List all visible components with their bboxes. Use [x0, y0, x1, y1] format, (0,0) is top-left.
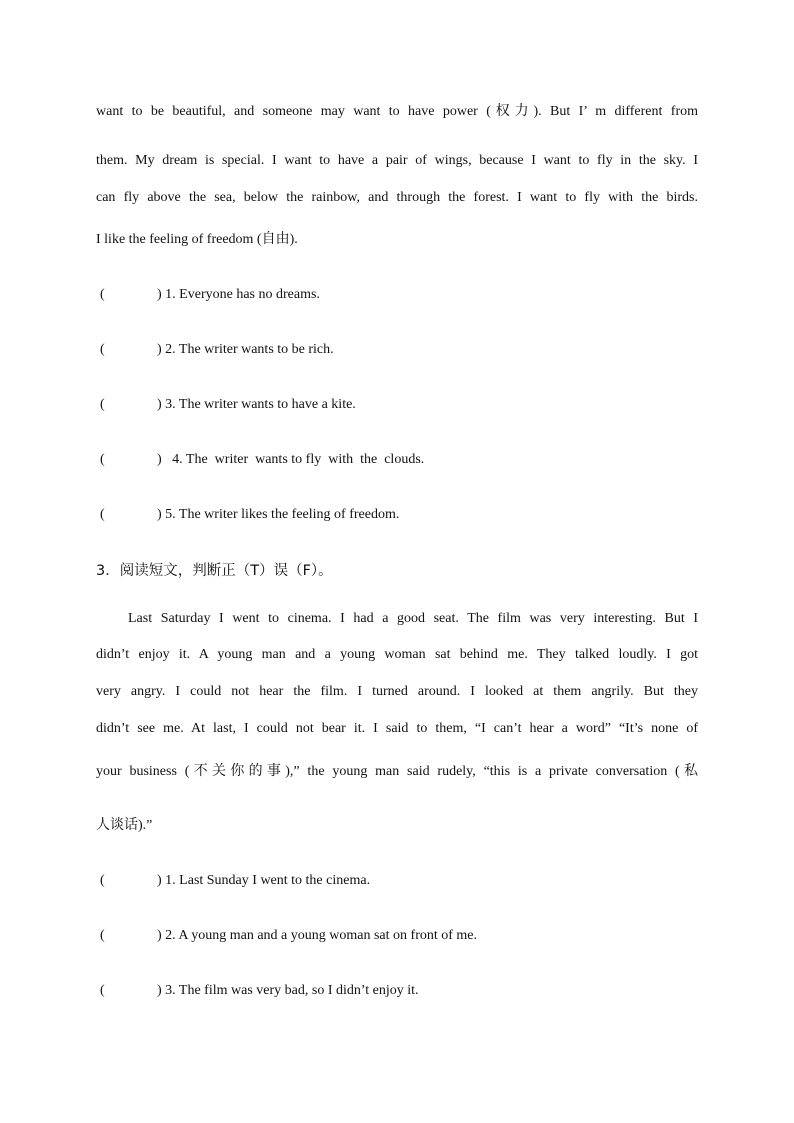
question-item [100, 396, 356, 414]
answer-paren-close: ) [157, 983, 162, 998]
question-item [100, 872, 370, 890]
passage2-line: didn’t enjoy it. A young man and a young woman sat behind me. They talked loudly. I got [96, 647, 698, 662]
answer-paren-open: ( [100, 928, 105, 943]
question-text: 1. Last Sunday I went to the cinema. [165, 873, 371, 888]
question-item [100, 451, 424, 469]
question-item [100, 286, 320, 304]
answer-paren-open: ( [100, 983, 105, 998]
passage1-line: can fly above the sea, below the rainbow, and through the forest. I want to fly with the birds. [96, 190, 698, 205]
answer-paren-open: ( [100, 342, 105, 357]
passage2-line: your business (不关你的事),” the young man said rudely, “this is a private conversation (私 [96, 764, 698, 779]
answer-paren-open: ( [100, 287, 105, 302]
question-item [100, 506, 399, 524]
question-text: 3. The film was very bad, so I didn’t enjoy it. [165, 983, 419, 998]
passage1-line: I like the feeling of freedom (自由). [96, 232, 298, 247]
answer-paren-open: ( [100, 507, 105, 522]
passage2-line: Last Saturday I went to cinema. I had a good seat. The film was very interesting. But I [128, 611, 698, 626]
answer-paren-close: ) [157, 342, 162, 357]
question-text: 2. The writer wants to be rich. [165, 342, 334, 357]
answer-paren-open: ( [100, 873, 105, 888]
passage2-line: 人谈话).” [96, 818, 153, 833]
answer-paren-close: ) [157, 287, 162, 302]
question-text: 1. Everyone has no dreams. [165, 287, 320, 302]
answer-paren-close: ) [157, 928, 162, 943]
passage1-line: want to be beautiful, and someone may want to have power (权力). But I’ m different from [96, 104, 698, 119]
passage2-line: didn’t see me. At last, I could not bear it. I said to them, “I can’t hear a word” “It’s none of [96, 721, 698, 736]
question-item [100, 927, 477, 945]
answer-paren-open: ( [100, 452, 105, 467]
question-text: 5. The writer likes the feeling of freedom. [165, 507, 400, 522]
answer-paren-close: ) [157, 452, 162, 467]
section-heading: 3．阅读短文，判断正（T）误（F）。 [96, 563, 333, 579]
question-text: 3. The writer wants to have a kite. [165, 397, 356, 412]
passage1-line: them. My dream is special. I want to have a pair of wings, because I want to fly in the sky. I [96, 153, 698, 168]
question-item [100, 982, 419, 1000]
answer-paren-close: ) [157, 507, 162, 522]
question-item [100, 341, 334, 359]
answer-paren-open: ( [100, 397, 105, 412]
answer-paren-close: ) [157, 873, 162, 888]
question-text: 2. A young man and a young woman sat on front of me. [165, 928, 478, 943]
answer-paren-close: ) [157, 397, 162, 412]
question-text: 4. The writer wants to fly with the clouds. [165, 452, 425, 467]
passage2-line: very angry. I could not hear the film. I turned around. I looked at them angrily. But they [96, 684, 698, 699]
